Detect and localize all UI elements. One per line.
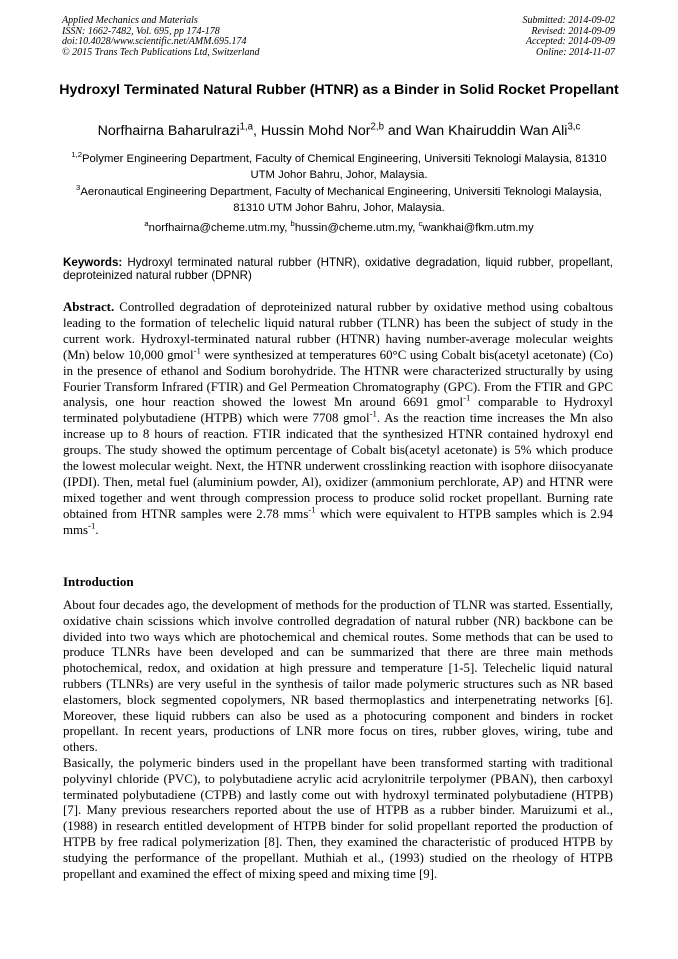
- email-link[interactable]: hussin@cheme.utm.my: [294, 222, 413, 234]
- author-name: Norfhairna Baharulrazi: [97, 123, 240, 139]
- keywords: [63, 256, 613, 283]
- online-date: Online: 2014-11-07: [536, 46, 615, 58]
- paper-title: Hydroxyl Terminated Natural Rubber (HTNR) as a Binder in Solid Rocket Propellant: [59, 82, 619, 98]
- doi-line: doi:10.4028/www.scientific.net/AMM.695.174: [62, 36, 247, 48]
- author-name: Wan Khairuddin Wan Ali: [415, 123, 568, 139]
- journal-name: Applied Mechanics and Materials: [62, 15, 198, 26]
- author-affil-mark: 2,b: [370, 121, 384, 133]
- email-link[interactable]: wankhai@fkm.utm.my: [422, 222, 534, 234]
- accepted-date: Accepted: 2014-09-09: [525, 36, 615, 48]
- email-link[interactable]: norfhairna@cheme.utm.my: [148, 222, 285, 234]
- keywords-label: Keywords:: [63, 256, 123, 269]
- issn-line: ISSN: 1662-7482, Vol. 695, pp 174-178: [62, 25, 220, 37]
- abstract-label: Abstract.: [63, 300, 115, 314]
- author-list: Norfhairna Baharulrazi$^{1,a}$, Hussin Mohd Nor$^{2,b}$ and Wan Khairuddin Wan Ali$^{3,c}$: [97, 121, 581, 139]
- journal-header-left: [62, 16, 260, 58]
- revised-date: Revised: 2014-09-09: [531, 25, 615, 37]
- author-emails: $^a$norfhairna@cheme.utm.my, $^b$hussin@cheme.utm.my, $^c$wankhai@fkm.utm.my: [144, 219, 534, 234]
- paragraph: Basically, the polymeric binders used in the propellant have been transformed starting with traditional polyvinyl chloride (PVC), to polybutadiene acrylic acid acrylonitrile terpolymer (PBAN), then carboxyl terminated polybutadiene (CTPB) and lastly come out with hydroxyl terminated polybutadiene (HTPB)[7]. Many previous researchers reported about the use of HTPB as a rubber binder. Maruizumi et al., (1988) in research entitled development of HTPB binder for solid propellant reported the production of HTPB by free radical polymerization [8]. Then, they examined the characteristic of produced HTPB by studying the performance of the propellant. Muthiah et al., (1993) studied on the rheology of HTPB propellant and examined the effect of mixing speed and mixing time [9].: [63, 755, 613, 881]
- abstract: Abstract. Controlled degradation of deproteinized natural rubber by oxidative method using cobaltous leading to the formation of telechelic liquid natural rubber (TLNR) has been the subject of study in the current work. Hydroxyl-terminated natural rubber (HTNR) having number-average molecular weights (Mn) below 10,000 gmol$^{-1}$ were synthesized at temperatures 60°C using Cobalt bis(acetyl acetonate) (Co) in the presence of ethanol and Sodium borohydride. The HTNR were characterized structurally by using Fourier Transform Infrared (FTIR) and Gel Permeation Chromatography (GPC). From the FTIR and GPC analysis, one hour reaction showed the lowest Mn around 6691 gmol$^{-1}$ comparable to Hydroxyl terminated polybutadiene (HTPB) which were 7708 gmol$^{-1}$. As the reaction time increases the Mn also increase up to 8 hours of reaction. FTIR indicated that the synthesized HTNR contained hydroxyl end groups. The study showed the optimum percentage of Cobalt bis(acetyl acetonate) is 5% which produce the lowest molecular weight. Next, the HTNR underwent crosslinking reaction with isophore diisocyanate (IPDI). Then, metal fuel (aluminium powder, Al), oxidizer (ammonium perchlorate, AP) and HTNR were mixed together and went through compression process to produce solid rocket propellant. Burning rate obtained from HTNR samples were 2.78 mms$^{-1}$ which were equivalent to HTPB samples which is 2.94 mms$^{-1}$.: [63, 300, 614, 537]
- submitted-date: Submitted: 2014-09-02: [522, 15, 615, 26]
- paragraph: About four decades ago, the development of methods for the production of TLNR was started. Essentially, oxidative chain scissions which involve controlled degradation of natural rubber (NR) backbone can be divided into two ways which are photochemical and chemical routes. Some methods that can be used to produce TLNRs have been developed and can be summarized that there are three main methods photochemical, redox, and oxidation at high pressure and temperature [1-5]. Telechelic liquid natural rubbers (TLNRs) are very useful in the synthesis of tailor made polymeric structures such as NR based elastomers, block segmented copolymers, NR based thermoplastics and interpenetrating networks [6]. Moreover, these liquid rubbers can also be used as a photocuring component and binders in rocket propellant. In recent years, productions of LNR more focus on tires, rubber gloves, wiring, tube and others.: [63, 598, 613, 755]
- introduction-body: [63, 598, 613, 882]
- copyright-line: © 2015 Trans Tech Publications Ltd, Switzerland: [62, 46, 260, 58]
- affiliation-2: $^3$Aeronautical Engineering Department, Faculty of Mechanical Engineering, Universiti Teknologi Malaysia, 81310 UTM Johor Bahru, Johor, Malaysia.: [76, 183, 602, 214]
- journal-header-right: [523, 16, 616, 58]
- keywords-text: Hydroxyl terminated natural rubber (HTNR), oxidative degradation, liquid rubber, propellant, deproteinized natural rubber (DPNR): [63, 256, 613, 283]
- affiliation-1: $^{1,2}$Polymer Engineering Department, Faculty of Chemical Engineering, Universiti Teknologi Malaysia, 81310 UTM Johor Bahru, Johor, Malaysia.: [71, 150, 607, 181]
- author-affil-mark: 1,a: [239, 121, 254, 133]
- author-name: Hussin Mohd Nor: [260, 123, 371, 139]
- section-heading-introduction: Introduction: [63, 574, 134, 589]
- author-affil-mark: 3,c: [567, 121, 581, 133]
